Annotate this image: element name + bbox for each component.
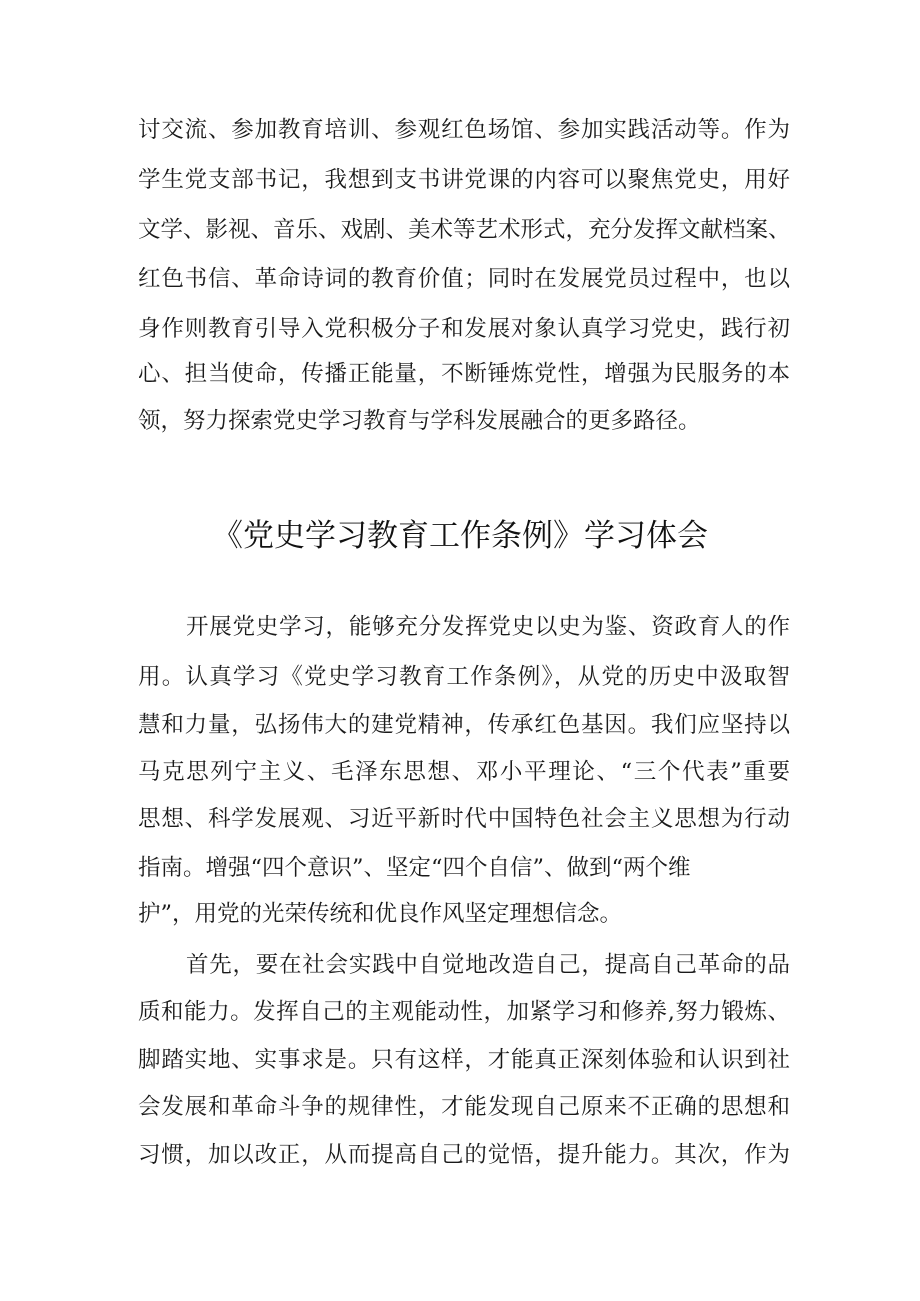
text-line: 思想、科学发展观、习近平新时代中国特色社会主义思想为行动 bbox=[138, 806, 790, 832]
text-line: 开展党史学习，能够充分发挥党史以史为鉴、资政育人的作 bbox=[186, 614, 790, 640]
text-line: 用。认真学习《党史学习教育工作条例》，从党的历史中汲取智 bbox=[138, 664, 790, 690]
text-line: 脚踏实地、实事求是。只有这样，才能真正深刻体验和认识到社 bbox=[138, 1047, 790, 1073]
text-line: 心、担当使命，传播正能量，不断锤炼党性，增强为民服务的本 bbox=[138, 361, 790, 387]
text-line: 领，努力探索党史学习教育与学科发展融合的更多路径。 bbox=[138, 408, 701, 434]
text-line: 红色书信、革命诗词的教育价值；同时在发展党员过程中，也以 bbox=[138, 266, 790, 292]
text-line: 马克思列宁主义、毛泽东思想、邓小平理论、“三个代表”重要 bbox=[138, 759, 790, 785]
text-line: 文学、影视、音乐、戏剧、美术等艺术形式，充分发挥文献档案、 bbox=[138, 217, 791, 243]
text-line: 身作则教育引导入党积极分子和发展对象认真学习党史，践行初 bbox=[138, 316, 790, 342]
text-line: 质和能力。发挥自己的主观能动性，加紧学习和修养,努力锻炼、 bbox=[138, 999, 790, 1025]
text-line: 指南。增强“四个意识”、坚定“四个自信”、做到“两个维 bbox=[138, 855, 691, 881]
text-line: 慧和力量，弘扬伟大的建党精神，传承红色基因。我们应坚持以 bbox=[138, 712, 790, 738]
text-line: 习惯，加以改正，从而提高自己的觉悟，提升能力。其次，作为 bbox=[138, 1142, 790, 1168]
text-line: 护”，用党的光荣传统和优良作风坚定理想信念。 bbox=[138, 901, 623, 927]
document-title: 《党史学习教育工作条例》学习体会 bbox=[212, 518, 708, 554]
text-line: 讨交流、参加教育培训、参观红色场馆、参加实践活动等。作为 bbox=[138, 117, 790, 143]
text-line: 首先，要在社会实践中自觉地改造自己，提高自己革命的品 bbox=[186, 952, 790, 978]
text-line: 学生党支部书记，我想到支书讲党课的内容可以聚焦党史，用好 bbox=[138, 167, 790, 193]
text-line: 会发展和革命斗争的规律性，才能发现自己原来不正确的思想和 bbox=[138, 1094, 790, 1120]
